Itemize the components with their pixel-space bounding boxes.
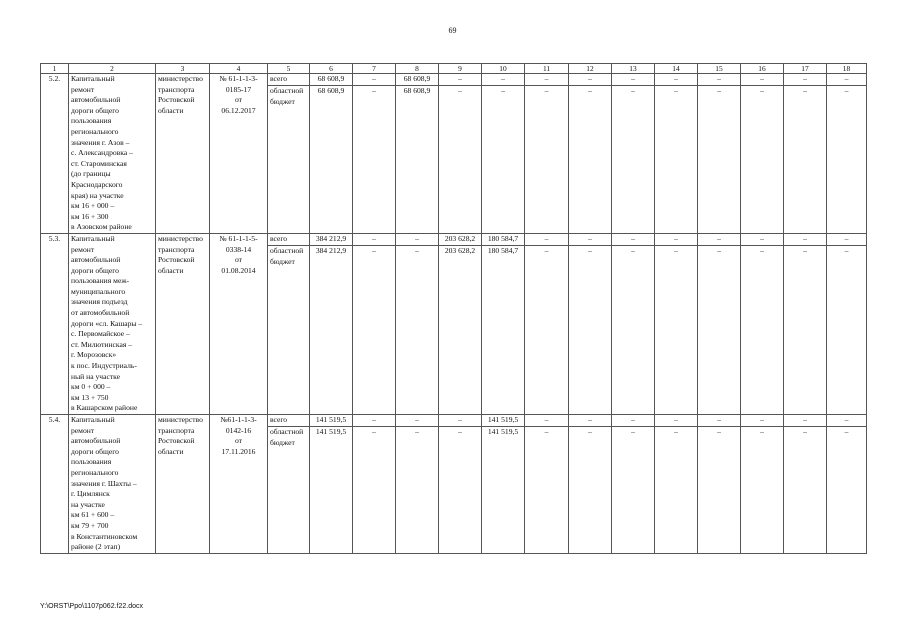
amount-cell: – xyxy=(655,74,698,86)
funding-source: всего xyxy=(268,74,310,86)
amount-cell: – xyxy=(655,427,698,554)
measure-name: Капитальный ремонт автомобильной дороги общего пользования регионального значения г. Шахты – г. Цимлянск на участке км 61 + 600 – км 79 + 700 в Константиновском районе (2 этап) xyxy=(69,415,156,554)
amount-cell: – xyxy=(525,233,569,245)
table-row-total xyxy=(41,415,867,427)
amount-cell: – xyxy=(525,86,569,234)
col-header: 17 xyxy=(784,64,827,74)
amount-cell: – xyxy=(784,233,827,245)
amount-cell: – xyxy=(612,86,655,234)
table-row-total xyxy=(41,74,867,86)
col-header: 3 xyxy=(156,64,210,74)
amount-cell: – xyxy=(612,233,655,245)
amount-cell: – xyxy=(741,74,784,86)
amount-cell: 203 628,2 xyxy=(439,245,482,414)
col-header: 5 xyxy=(268,64,310,74)
amount-cell: – xyxy=(396,427,439,554)
file-path: Y:\ORST\Ppo\1107p062.f22.docx xyxy=(40,603,143,610)
amount-cell: 180 584,7 xyxy=(482,245,525,414)
amount-cell: – xyxy=(827,245,867,414)
row-number: 5.4. xyxy=(41,415,69,554)
amount-cell: 384 212,9 xyxy=(310,233,353,245)
amount-cell: – xyxy=(784,427,827,554)
amount-cell: – xyxy=(396,415,439,427)
amount-cell: – xyxy=(741,233,784,245)
amount-cell: 141 519,5 xyxy=(310,427,353,554)
amount-cell: – xyxy=(612,427,655,554)
amount-cell: 384 212,9 xyxy=(310,245,353,414)
amount-cell: – xyxy=(655,415,698,427)
table-body xyxy=(41,74,867,554)
amount-cell: – xyxy=(655,233,698,245)
amount-cell: – xyxy=(612,74,655,86)
col-header: 6 xyxy=(310,64,353,74)
amount-cell: 141 519,5 xyxy=(310,415,353,427)
amount-cell: – xyxy=(525,245,569,414)
amount-cell: 180 584,7 xyxy=(482,233,525,245)
amount-cell: – xyxy=(569,427,612,554)
amount-cell: – xyxy=(353,74,396,86)
table-row-total xyxy=(41,233,867,245)
amount-cell: 203 628,2 xyxy=(439,233,482,245)
measure-name: Капитальный ремонт автомобильной дороги общего пользования меж- муниципального значения подъезд от автомобильной дороги «сл. Кашары – с. Первомайское – ст. Милютинская – г. Морозовск» к пос. Индустриаль- ный на участке км 0 + 000 – км 13 + 750 в Кашарском районе xyxy=(69,233,156,414)
col-header: 1 xyxy=(41,64,69,74)
amount-cell: – xyxy=(525,415,569,427)
amount-cell: – xyxy=(396,233,439,245)
amount-cell: – xyxy=(741,427,784,554)
amount-cell: – xyxy=(353,415,396,427)
amount-cell: – xyxy=(827,427,867,554)
column-number-row xyxy=(41,64,867,74)
amount-cell: – xyxy=(482,74,525,86)
executor: министерство транспорта Ростовской области xyxy=(156,415,210,554)
amount-cell: – xyxy=(698,74,741,86)
measure-name: Капитальный ремонт автомобильной дороги общего пользования регионального значения г. Азов – с. Александровка – ст. Староминская (до границы Краснодарского края) на участке км 16 + 000 – км 16 + 300 в Азовском районе xyxy=(69,74,156,234)
col-header: 7 xyxy=(353,64,396,74)
amount-cell: – xyxy=(827,415,867,427)
amount-cell: – xyxy=(784,245,827,414)
amount-cell: – xyxy=(353,233,396,245)
expertise-document: №61-1-1-3- 0142-16 от 17.11.2016 xyxy=(210,415,268,554)
col-header: 8 xyxy=(396,64,439,74)
amount-cell: – xyxy=(741,245,784,414)
amount-cell: – xyxy=(482,86,525,234)
page-number: 69 xyxy=(448,26,457,35)
funding-source: областной бюджет xyxy=(268,245,310,414)
amount-cell: – xyxy=(439,415,482,427)
expertise-document: № 61-1-1-3- 0185-17 от 06.12.2017 xyxy=(210,74,268,234)
amount-cell: – xyxy=(439,427,482,554)
amount-cell: 68 608,9 xyxy=(310,74,353,86)
funding-source: всего xyxy=(268,233,310,245)
col-header: 16 xyxy=(741,64,784,74)
amount-cell: – xyxy=(698,86,741,234)
amount-cell: – xyxy=(612,245,655,414)
expertise-document: № 61-1-1-5- 0338-14 от 01.08.2014 xyxy=(210,233,268,414)
funding-source: областной бюджет xyxy=(268,427,310,554)
amount-cell: – xyxy=(353,427,396,554)
row-number: 5.2. xyxy=(41,74,69,234)
amount-cell: 68 608,9 xyxy=(396,86,439,234)
amount-cell: – xyxy=(612,415,655,427)
col-header: 12 xyxy=(569,64,612,74)
amount-cell: – xyxy=(569,86,612,234)
amount-cell: – xyxy=(784,86,827,234)
amount-cell: – xyxy=(569,245,612,414)
program-table xyxy=(40,63,867,554)
amount-cell: – xyxy=(569,74,612,86)
funding-source: всего xyxy=(268,415,310,427)
row-number: 5.3. xyxy=(41,233,69,414)
amount-cell: – xyxy=(827,74,867,86)
amount-cell: – xyxy=(525,427,569,554)
executor: министерство транспорта Ростовской области xyxy=(156,233,210,414)
amount-cell: – xyxy=(439,86,482,234)
amount-cell: – xyxy=(655,86,698,234)
amount-cell: – xyxy=(439,74,482,86)
funding-source: областной бюджет xyxy=(268,86,310,234)
amount-cell: 141 519,5 xyxy=(482,415,525,427)
col-header: 15 xyxy=(698,64,741,74)
amount-cell: – xyxy=(698,245,741,414)
amount-cell: – xyxy=(698,415,741,427)
amount-cell: 68 608,9 xyxy=(310,86,353,234)
col-header: 14 xyxy=(655,64,698,74)
col-header: 13 xyxy=(612,64,655,74)
amount-cell: – xyxy=(741,415,784,427)
amount-cell: 68 608,9 xyxy=(396,74,439,86)
amount-cell: – xyxy=(698,427,741,554)
amount-cell: – xyxy=(569,233,612,245)
col-header: 10 xyxy=(482,64,525,74)
col-header: 18 xyxy=(827,64,867,74)
amount-cell: – xyxy=(827,86,867,234)
amount-cell: – xyxy=(827,233,867,245)
col-header: 2 xyxy=(69,64,156,74)
col-header: 4 xyxy=(210,64,268,74)
amount-cell: – xyxy=(698,233,741,245)
col-header: 11 xyxy=(525,64,569,74)
amount-cell: – xyxy=(784,74,827,86)
executor: министерство транспорта Ростовской области xyxy=(156,74,210,234)
amount-cell: 141 519,5 xyxy=(482,427,525,554)
amount-cell: – xyxy=(655,245,698,414)
amount-cell: – xyxy=(784,415,827,427)
amount-cell: – xyxy=(525,74,569,86)
amount-cell: – xyxy=(396,245,439,414)
amount-cell: – xyxy=(353,245,396,414)
amount-cell: – xyxy=(569,415,612,427)
col-header: 9 xyxy=(439,64,482,74)
amount-cell: – xyxy=(353,86,396,234)
amount-cell: – xyxy=(741,86,784,234)
